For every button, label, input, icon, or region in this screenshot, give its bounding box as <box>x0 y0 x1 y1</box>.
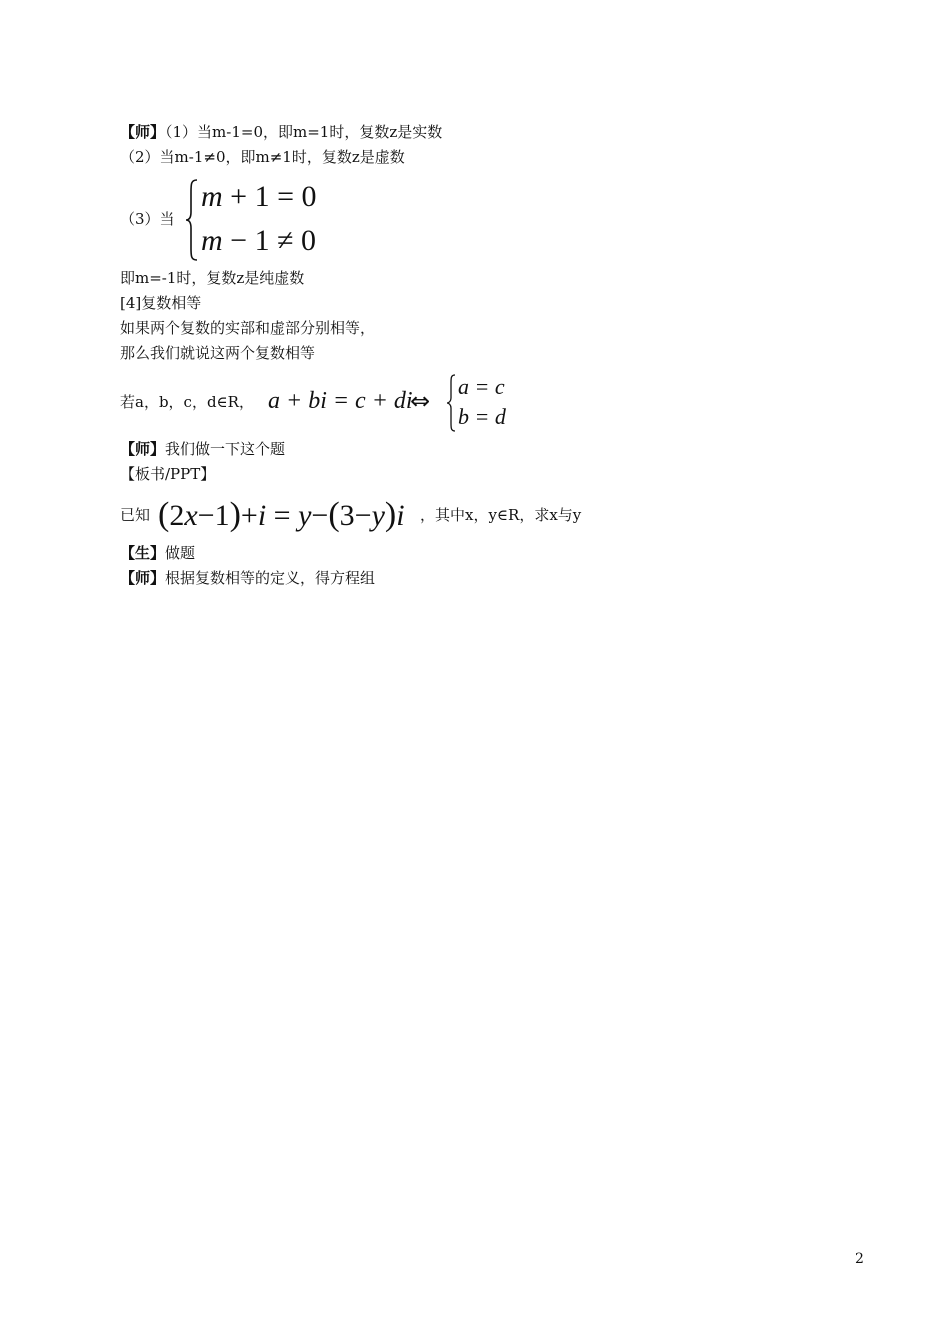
speaker-tag: 【师】 <box>120 123 166 141</box>
left-brace-icon <box>185 178 199 262</box>
left-brace-icon <box>446 374 456 432</box>
speaker-tag: 【师】 <box>120 440 166 458</box>
equality-lhs: a + bi = c + di <box>268 388 413 414</box>
section-heading-complex-equality: [4]复数相等 <box>120 294 202 312</box>
known-equation: (2x−1)+i = y−(3−y)i <box>158 496 405 533</box>
board-tag-text: 【板书/PPT】 <box>120 465 216 483</box>
known-tail: ，其中x，y∈R，求x与y <box>420 506 582 524</box>
speaker-tag: 【师】 <box>120 569 166 587</box>
line-text: 做题 <box>165 544 196 562</box>
line-imaginary-case: （2）当m-1≠0，即m≠1时，复数z是虚数 <box>120 148 405 166</box>
speaker-tag: 【生】 <box>120 544 166 562</box>
line-text: 根据复数相等的定义，得方程组 <box>165 569 376 587</box>
equality-lead: 若a，b，c，d∈R， <box>120 393 254 411</box>
teacher-line-3 <box>120 568 375 588</box>
system-row-2: m − 1 ≠ 0 <box>201 224 317 257</box>
line-text: 我们做一下这个题 <box>165 440 286 458</box>
system-row-1: m + 1 = 0 <box>201 180 317 213</box>
line-definition-1: 如果两个复数的实部和虚部分别相等， <box>120 319 376 337</box>
student-line <box>120 543 195 563</box>
teacher-line-1 <box>120 122 442 142</box>
line-definition-2: 那么我们就说这两个复数相等 <box>120 344 316 362</box>
iff-arrow-icon: ⇔ <box>410 387 431 415</box>
line-case3-lead: （3）当 <box>120 210 175 228</box>
known-lead: 已知 <box>120 506 151 524</box>
equality-condition-2: b = d <box>458 404 506 429</box>
equality-condition-1: a = c <box>458 374 505 399</box>
teacher-line-2 <box>120 439 285 459</box>
line-text: （1）当m-1=0，即m=1时，复数z是实数 <box>165 123 443 141</box>
board-ppt-tag <box>120 464 215 484</box>
line-pure-imaginary: 即m=-1时，复数z是纯虚数 <box>120 269 305 287</box>
page-number: 2 <box>855 1251 864 1267</box>
